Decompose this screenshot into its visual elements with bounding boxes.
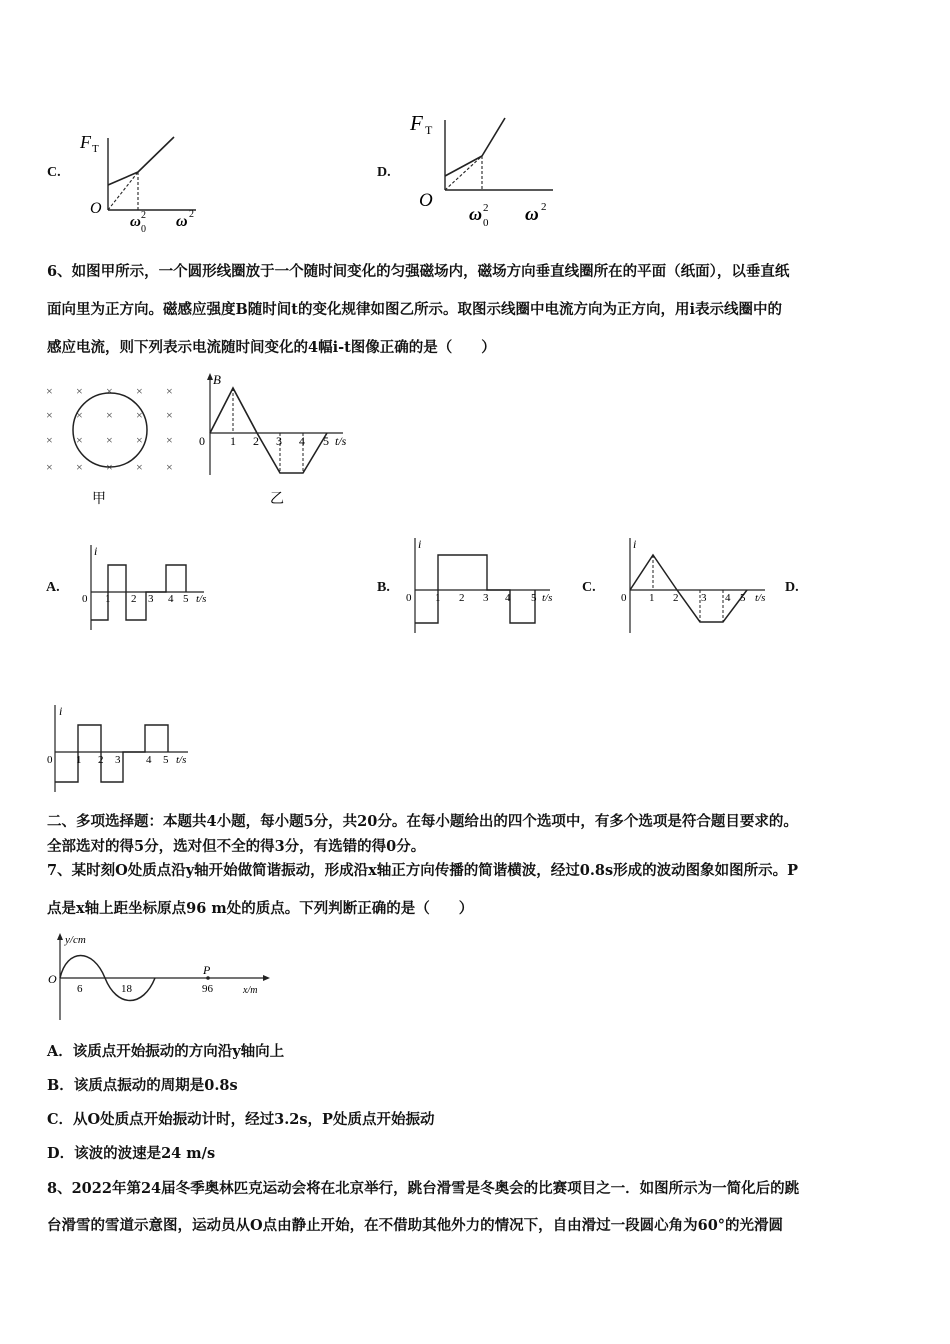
svg-text:3: 3 (148, 593, 154, 605)
svg-text:y/cm: y/cm (65, 934, 86, 946)
field-cross-mark: × (166, 408, 173, 422)
svg-text:i: i (418, 537, 422, 551)
q7-wave-graph (45, 930, 275, 1025)
field-cross-mark: × (106, 408, 113, 422)
svg-text:t/s: t/s (542, 592, 553, 604)
q6-option-b-label: B. (377, 580, 390, 595)
svg-text:2: 2 (459, 592, 465, 604)
q7-choice-d: D．该波的波速是24 m/s (47, 1145, 216, 1162)
q7-choice-b: B．该质点振动的周期是0.8s (47, 1077, 238, 1094)
q8-line-1: 8、2022年第24届冬季奥林匹克运动会将在北京举行，跳台滑雪是冬奥会的比赛项目之一．如图所示为一简化后的跳 (47, 1180, 800, 1197)
svg-text:4: 4 (725, 592, 731, 604)
svg-text:1: 1 (230, 434, 236, 448)
q6-line-1: 6、如图甲所示，一个圆形线圈放于一个随时间变化的匀强磁场内，磁场方向垂直线圈所在的平面（纸面），以垂直纸 (47, 263, 790, 280)
svg-text:2: 2 (253, 434, 259, 448)
svg-text:O: O (48, 972, 57, 986)
svg-text:6: 6 (77, 983, 83, 995)
svg-text:T: T (425, 123, 433, 137)
svg-text:0: 0 (47, 754, 53, 766)
svg-text:5: 5 (163, 754, 169, 766)
field-cross-mark: × (76, 460, 83, 474)
section2-line-2: 全部选对的得5分，选对但不全的得3分，有选错的得0分。 (47, 838, 426, 855)
field-cross-mark: × (106, 384, 113, 398)
field-cross-mark: × (136, 384, 143, 398)
q7-line-2: 点是x轴上距坐标原点96 m处的质点。下列判断正确的是（ ） (47, 900, 474, 917)
svg-text:ω: ω (176, 213, 188, 230)
svg-text:2: 2 (98, 754, 104, 766)
section2-line-1: 二、多项选择题：本题共4小题，每小题5分，共20分。在每小题给出的四个选项中，有多个选项是符合题目要求的。 (47, 813, 798, 830)
svg-text:2: 2 (673, 592, 679, 604)
q7-choice-a: A．该质点开始振动的方向沿y轴向上 (47, 1043, 285, 1060)
svg-text:2: 2 (483, 202, 489, 214)
svg-text:3: 3 (276, 434, 282, 448)
svg-text:t/s: t/s (176, 754, 187, 766)
q6-option-a-label: A. (46, 580, 60, 595)
svg-text:3: 3 (483, 592, 489, 604)
svg-text:5: 5 (323, 434, 329, 448)
svg-text:5: 5 (531, 592, 537, 604)
svg-text:0: 0 (621, 592, 627, 604)
svg-text:18: 18 (121, 983, 132, 995)
q6-option-b-graph (400, 535, 575, 635)
axis-y-label: F (80, 132, 91, 152)
q8-line-2: 台滑雪的雪道示意图，运动员从O点由静止开始，在不借助其他外力的情况下，自由滑过一段圆心角为60°的光滑圆 (47, 1217, 784, 1234)
q6-option-d-label: D. (785, 580, 799, 595)
field-cross-mark: × (76, 408, 83, 422)
svg-text:t/s: t/s (755, 592, 766, 604)
option-c-graph (78, 128, 208, 238)
q6-option-c-label: C. (582, 580, 596, 595)
svg-text:2: 2 (541, 201, 547, 213)
svg-text:0: 0 (483, 217, 489, 229)
q6-line-2: 面向里为正方向。磁感应强度B随时间t的变化规律如图乙所示。取图示线圈中电流方向为正方向，用i表示线圈中的 (47, 301, 782, 318)
option-d-label: D. (377, 165, 391, 180)
field-cross-mark: × (106, 433, 113, 447)
svg-text:P: P (203, 963, 211, 977)
svg-text:0: 0 (199, 434, 205, 448)
svg-text:4: 4 (505, 592, 511, 604)
svg-text:4: 4 (146, 754, 152, 766)
svg-text:1: 1 (435, 592, 441, 604)
q6-line-3: 感应电流，则下列表示电流随时间变化的4幅i-t图像正确的是（ ） (47, 339, 496, 356)
field-cross-mark: × (136, 408, 143, 422)
svg-text:F: F (410, 111, 423, 135)
fig-jia-coil-in-field (40, 375, 180, 510)
field-cross-mark: × (136, 433, 143, 447)
fig-yi-caption: 乙 (270, 492, 284, 507)
svg-text:3: 3 (115, 754, 121, 766)
option-d-graph (405, 108, 560, 233)
field-cross-mark: × (46, 460, 53, 474)
field-cross-mark: × (106, 460, 113, 474)
svg-text:96: 96 (202, 983, 213, 995)
svg-text:5: 5 (740, 592, 746, 604)
svg-text:B: B (213, 372, 221, 387)
field-cross-mark: × (136, 460, 143, 474)
option-c-label: C. (47, 165, 61, 180)
svg-text:4: 4 (299, 434, 305, 448)
svg-text:i: i (633, 537, 637, 551)
svg-text:4: 4 (168, 593, 174, 605)
svg-text:O: O (90, 200, 102, 217)
svg-text:t/s: t/s (335, 434, 347, 448)
svg-text:t/s: t/s (196, 593, 207, 605)
svg-text:1: 1 (649, 592, 655, 604)
field-cross-mark: × (46, 384, 53, 398)
field-cross-mark: × (166, 384, 173, 398)
q6-option-a-graph (76, 540, 221, 635)
svg-text:ω: ω (469, 204, 483, 224)
svg-text:0: 0 (82, 593, 88, 605)
q7-line-1: 7、某时刻O处质点沿y轴开始做简谐振动，形成沿x轴正方向传播的简谐横波，经过0.8s形成的波动图象如图所示。P (47, 862, 799, 879)
fig-yi-b-t-graph (195, 370, 370, 510)
field-cross-mark: × (76, 433, 83, 447)
field-cross-mark: × (166, 460, 173, 474)
field-cross-mark: × (166, 433, 173, 447)
svg-text:i: i (59, 704, 63, 718)
svg-text:5: 5 (183, 593, 189, 605)
svg-text:2: 2 (189, 209, 194, 220)
field-cross-mark: × (76, 384, 83, 398)
svg-text:T: T (92, 143, 99, 155)
q7-choice-c: C．从O处质点开始振动计时，经过3.2s，P处质点开始振动 (47, 1111, 435, 1128)
field-cross-mark: × (46, 433, 53, 447)
svg-text:1: 1 (76, 754, 82, 766)
q6-option-c-graph (615, 535, 780, 635)
svg-text:x/m: x/m (243, 985, 258, 996)
svg-text:2: 2 (131, 593, 137, 605)
svg-text:O: O (419, 190, 433, 211)
svg-text:2: 2 (141, 210, 146, 221)
svg-text:ω: ω (525, 204, 539, 225)
svg-text:i: i (94, 544, 98, 558)
fig-jia-caption: 甲 (92, 492, 106, 507)
q6-option-d-graph (43, 700, 203, 795)
svg-text:1: 1 (105, 593, 111, 605)
svg-text:0: 0 (406, 592, 412, 604)
field-cross-mark: × (46, 408, 53, 422)
svg-text:3: 3 (701, 592, 707, 604)
svg-text:ω: ω (130, 214, 141, 230)
svg-text:0: 0 (141, 224, 146, 235)
